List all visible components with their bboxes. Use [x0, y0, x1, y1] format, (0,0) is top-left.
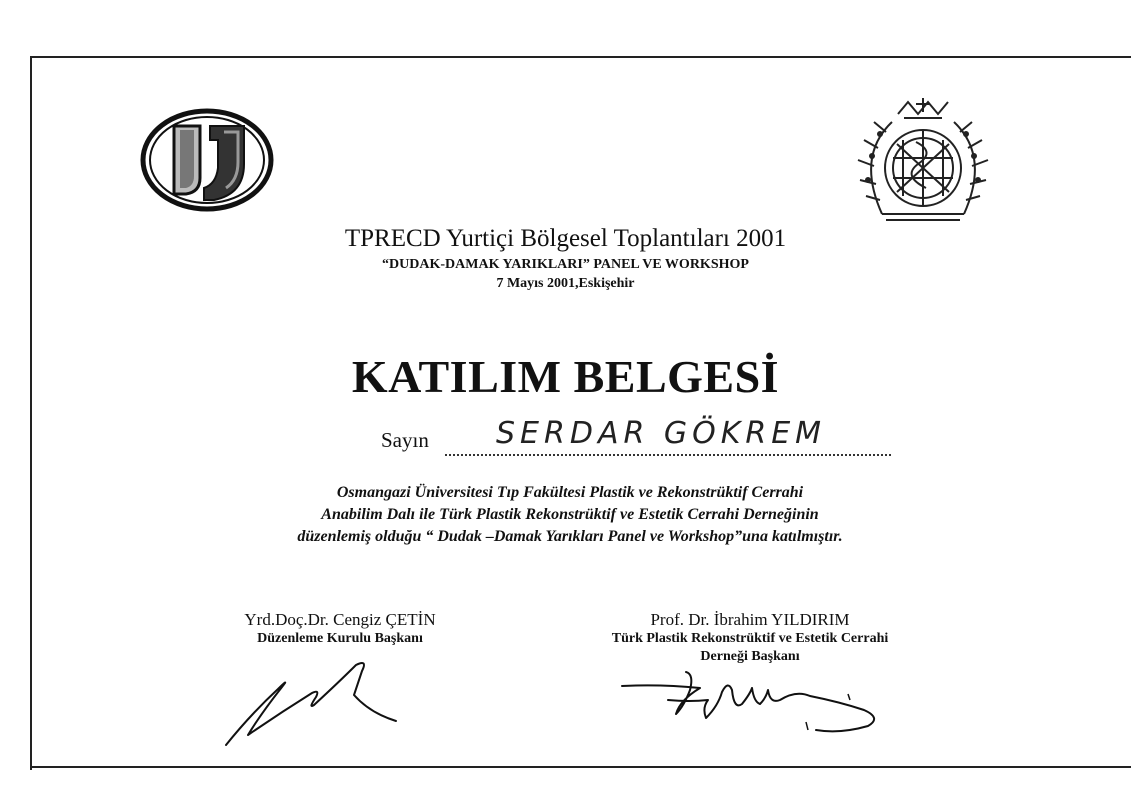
right-signatory-name: Prof. Dr. İbrahim YILDIRIM [650, 610, 850, 629]
frame-left-border [30, 56, 32, 770]
left-signatory [190, 610, 490, 648]
salutation-label: Sayın [381, 428, 429, 452]
body-line: Anabilim Dalı ile Türk Plastik Rekonstrüktif ve Estetik Cerrahi Derneğinin [321, 506, 819, 523]
left-signatory-name: Yrd.Doç.Dr. Cengiz ÇETİN [244, 610, 436, 629]
certificate-title: KATILIM BELGESİ [351, 351, 780, 402]
left-signatory-role: Düzenleme Kurulu Başkanı [257, 631, 423, 646]
right-signatory-role-line2: Derneği Başkanı [700, 649, 800, 664]
event-date-place: 7 Mayıs 2001,Eskişehir [496, 276, 635, 291]
right-signatory [560, 610, 940, 666]
society-emblem-icon [852, 96, 994, 226]
certificate-body [200, 482, 940, 548]
right-signatory-role-line1: Türk Plastik Rekonstrüktif ve Estetik Cerrahi [611, 631, 889, 646]
body-line: düzenlemiş olduğu “ Dudak –Damak Yarıkları Panel ve Workshop”una katılmıştır. [297, 528, 843, 545]
recipient-name: SERDAR GÖKREM [496, 416, 827, 451]
right-signature-icon [620, 660, 890, 735]
frame-bottom-border [30, 766, 1131, 768]
left-signature-icon [220, 655, 420, 750]
event-title: TPRECD Yurtiçi Bölgesel Toplantıları 2001 [344, 225, 787, 252]
event-subtitle: “DUDAK-DAMAK YARIKLARI” PANEL VE WORKSHOP [382, 257, 749, 272]
university-emblem-icon [140, 108, 274, 212]
frame-top-border [30, 56, 1131, 58]
recipient-dotted-line [445, 454, 891, 456]
body-line: Osmangazi Üniversitesi Tıp Fakültesi Plastik ve Rekonstrüktif Cerrahi [336, 484, 804, 501]
